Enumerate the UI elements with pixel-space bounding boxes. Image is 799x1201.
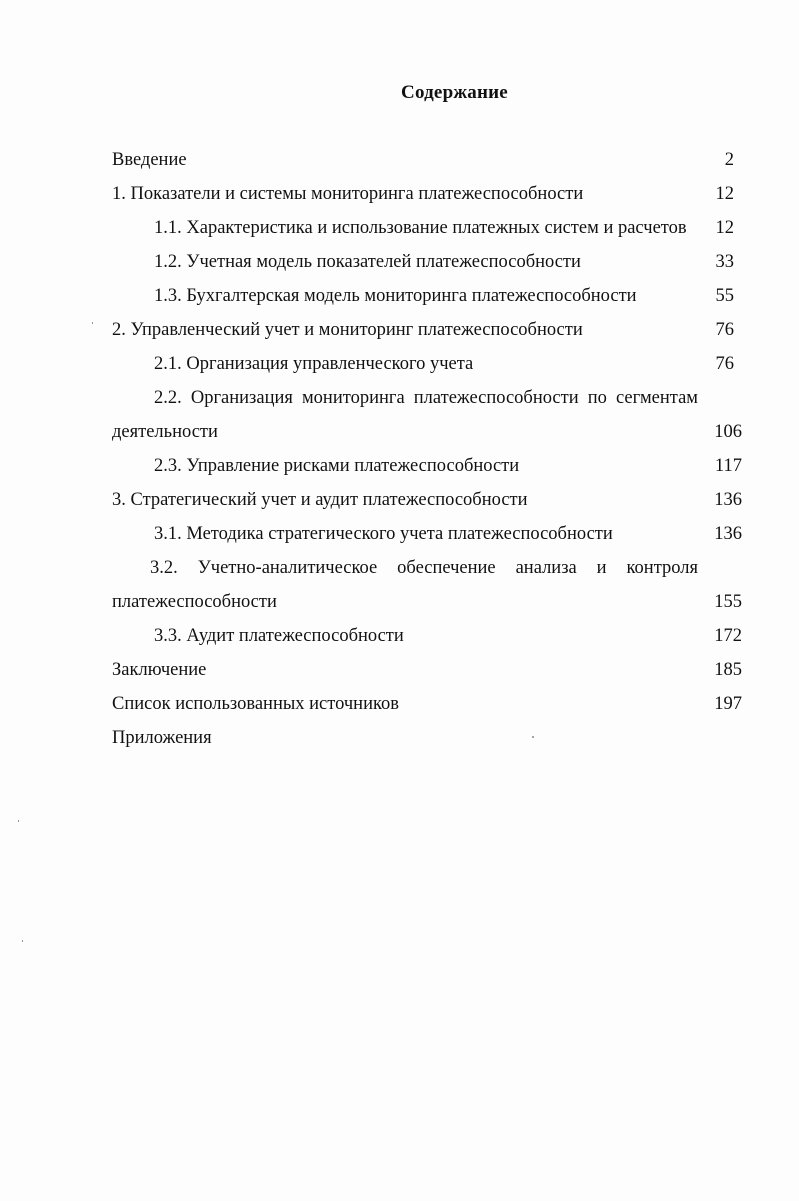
toc-entry-section-2-1 — [112, 350, 742, 384]
toc-entry-label: 3.3. Аудит платежеспособности — [154, 626, 404, 646]
toc-entry-label: 3.2. Учетно-аналитическое обеспечение анализа и контроля — [150, 558, 698, 578]
toc-entry-section-3-1 — [112, 520, 742, 554]
toc-entry-page: 136 — [714, 524, 742, 544]
toc-entry-page: 172 — [714, 626, 742, 646]
scan-speck — [92, 322, 93, 324]
toc-entry-section-3-3 — [112, 622, 742, 656]
toc-entry-page: 12 — [715, 184, 734, 204]
toc-entry-page: 197 — [714, 694, 742, 714]
toc-entry-label-continuation: платежеспособности — [112, 592, 277, 612]
table-of-contents — [112, 146, 742, 758]
toc-entry-section-3-2-line2 — [112, 588, 742, 622]
toc-entry-page: 2 — [724, 150, 734, 170]
toc-entry-page: 12 — [715, 218, 734, 238]
toc-entry-label: 2.3. Управление рисками платежеспособности — [154, 456, 520, 476]
toc-entry-section-2-2-line2 — [112, 418, 742, 452]
scan-speck — [18, 820, 19, 822]
toc-entry-section-1-3 — [112, 282, 742, 316]
page-title: Содержание — [401, 82, 508, 103]
toc-entry-references — [112, 690, 742, 724]
toc-entry-label: 2.1. Организация управленческого учета — [154, 354, 474, 374]
toc-entry-section-2-3 — [112, 452, 742, 486]
toc-entry-label: 1.3. Бухгалтерская модель мониторинга платежеспособности — [154, 286, 637, 306]
toc-entry-label: Список использованных источников — [112, 694, 400, 714]
toc-entry-page: 136 — [714, 490, 742, 510]
toc-entry-label: Приложения — [112, 728, 212, 748]
toc-entry-chapter-3 — [112, 486, 742, 520]
toc-entry-label: 3. Стратегический учет и аудит платежеспособности — [112, 490, 528, 510]
toc-entry-section-1-1 — [112, 214, 742, 248]
toc-entry-section-1-2 — [112, 248, 742, 282]
toc-entry-appendices — [112, 724, 742, 758]
toc-entry-page: 76 — [715, 320, 734, 340]
toc-entry-page: 155 — [714, 592, 742, 612]
toc-entry-page: 117 — [714, 456, 742, 476]
toc-entry-label: 1.2. Учетная модель показателей платежеспособности — [154, 252, 581, 272]
scan-speck — [532, 736, 534, 738]
toc-entry-page: 185 — [714, 660, 742, 680]
toc-entry-label: 3.1. Методика стратегического учета платежеспособности — [154, 524, 613, 544]
scan-speck — [22, 940, 23, 942]
toc-entry-label-continuation: деятельности — [112, 422, 218, 442]
toc-entry-section-3-2-line1 — [112, 554, 742, 588]
toc-entry-label: Заключение — [112, 660, 207, 680]
toc-entry-chapter-2 — [112, 316, 742, 350]
toc-entry-label: 2. Управленческий учет и мониторинг платежеспособности — [112, 320, 583, 340]
toc-entry-conclusion — [112, 656, 742, 690]
toc-entry-chapter-1 — [112, 180, 742, 214]
toc-entry-label: Введение — [112, 150, 187, 170]
toc-entry-section-2-2-line1 — [112, 384, 742, 418]
toc-entry-page: 106 — [714, 422, 742, 442]
toc-entry-page: 55 — [715, 286, 734, 306]
toc-entry-label: 2.2. Организация мониторинга платежеспособности по сегментам — [154, 388, 698, 408]
toc-entry-introduction — [112, 146, 742, 180]
toc-entry-label: 1. Показатели и системы мониторинга платежеспособности — [112, 184, 584, 204]
toc-entry-page: 76 — [715, 354, 734, 374]
toc-entry-label: 1.1. Характеристика и использование платежных систем и расчетов — [154, 218, 687, 238]
toc-entry-page: 33 — [715, 252, 734, 272]
